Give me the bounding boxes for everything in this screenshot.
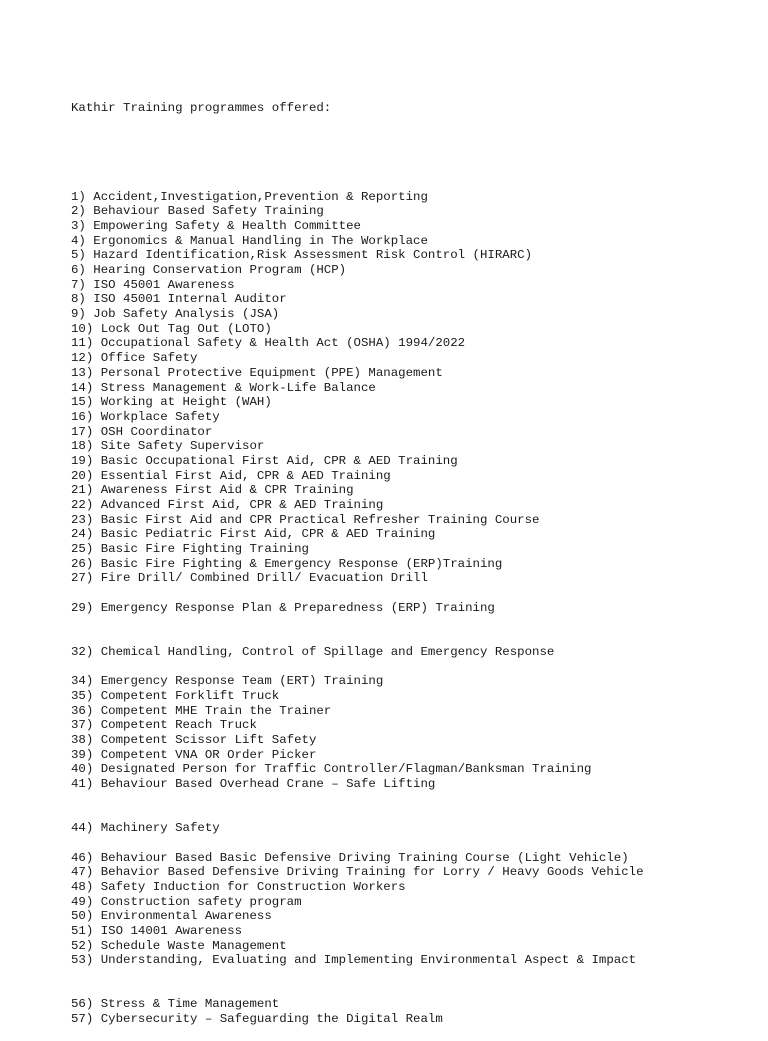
list-item: 18) Site Safety Supervisor bbox=[71, 439, 265, 454]
list-item: 35) Competent Forklift Truck bbox=[71, 688, 280, 703]
blank-line bbox=[71, 660, 761, 675]
list-item: 48) Safety Induction for Construction Workers bbox=[71, 879, 406, 894]
list-item: 25) Basic Fire Fighting Training bbox=[71, 542, 309, 557]
list-item: 26) Basic Fire Fighting & Emergency Response (ERP)Training bbox=[71, 556, 503, 571]
list-item: 57) Cybersecurity – Safeguarding the Digital Realm bbox=[71, 1012, 443, 1027]
list-item: 14) Stress Management & Work-Life Balance bbox=[71, 380, 376, 395]
list-item: 9) Job Safety Analysis (JSA) bbox=[71, 307, 280, 322]
blank-line bbox=[71, 616, 761, 631]
list-item: 34) Emergency Response Team (ERT) Training bbox=[71, 674, 384, 689]
blank-line bbox=[71, 792, 761, 807]
list-item: 15) Working at Height (WAH) bbox=[71, 395, 272, 410]
training-list bbox=[71, 190, 761, 1027]
list-item: 10) Lock Out Tag Out (LOTO) bbox=[71, 321, 272, 336]
list-item: 6) Hearing Conservation Program (HCP) bbox=[71, 263, 347, 278]
list-item: 22) Advanced First Aid, CPR & AED Training bbox=[71, 498, 384, 513]
list-item: 23) Basic First Aid and CPR Practical Refresher Training Course bbox=[71, 512, 540, 527]
list-item: 12) Office Safety bbox=[71, 351, 198, 366]
document-page bbox=[71, 72, 761, 1041]
list-item: 39) Competent VNA OR Order Picker bbox=[71, 747, 317, 762]
blank-line bbox=[71, 983, 761, 998]
list-item: 8) ISO 45001 Internal Auditor bbox=[71, 292, 287, 307]
list-item: 27) Fire Drill/ Combined Drill/ Evacuation Drill bbox=[71, 571, 428, 586]
blank-line bbox=[71, 586, 761, 601]
list-item: 46) Behaviour Based Basic Defensive Driving Training Course (Light Vehicle) bbox=[71, 850, 629, 865]
blank-line bbox=[71, 806, 761, 821]
list-item: 11) Occupational Safety & Health Act (OSHA) 1994/2022 bbox=[71, 336, 466, 351]
blank-line bbox=[71, 836, 761, 851]
list-item: 49) Construction safety program bbox=[71, 894, 302, 909]
blank-line bbox=[71, 630, 761, 645]
list-item: 20) Essential First Aid, CPR & AED Training bbox=[71, 468, 391, 483]
list-item: 17) OSH Coordinator bbox=[71, 424, 213, 439]
list-item: 38) Competent Scissor Lift Safety bbox=[71, 733, 317, 748]
list-item: 37) Competent Reach Truck bbox=[71, 718, 257, 733]
document-title: Kathir Training programmes offered: bbox=[71, 101, 332, 116]
blank-line bbox=[71, 968, 761, 983]
list-item: 16) Workplace Safety bbox=[71, 409, 220, 424]
list-item: 21) Awareness First Aid & CPR Training bbox=[71, 483, 354, 498]
list-item: 50) Environmental Awareness bbox=[71, 909, 272, 924]
list-item: 32) Chemical Handling, Control of Spillage and Emergency Response bbox=[71, 644, 555, 659]
spacer bbox=[71, 146, 761, 161]
list-item: 40) Designated Person for Traffic Controller/Flagman/Banksman Training bbox=[71, 762, 592, 777]
list-item: 24) Basic Pediatric First Aid, CPR & AED Training bbox=[71, 527, 436, 542]
list-item: 4) Ergonomics & Manual Handling in The Workplace bbox=[71, 233, 428, 248]
list-item: 41) Behaviour Based Overhead Crane – Safe Lifting bbox=[71, 777, 436, 792]
list-item: 3) Empowering Safety & Health Committee bbox=[71, 218, 361, 233]
list-item: 1) Accident,Investigation,Prevention & Reporting bbox=[71, 189, 428, 204]
list-item: 53) Understanding, Evaluating and Implementing Environmental Aspect & Impact bbox=[71, 953, 637, 968]
list-item: 7) ISO 45001 Awareness bbox=[71, 277, 235, 292]
list-item: 29) Emergency Response Plan & Preparedness (ERP) Training bbox=[71, 600, 495, 615]
list-item: 2) Behaviour Based Safety Training bbox=[71, 204, 324, 219]
list-item: 56) Stress & Time Management bbox=[71, 997, 280, 1012]
list-item: 47) Behavior Based Defensive Driving Training for Lorry / Heavy Goods Vehicle bbox=[71, 865, 644, 880]
list-item: 13) Personal Protective Equipment (PPE) Management bbox=[71, 365, 443, 380]
list-item: 52) Schedule Waste Management bbox=[71, 938, 287, 953]
list-item: 36) Competent MHE Train the Trainer bbox=[71, 703, 332, 718]
list-item: 44) Machinery Safety bbox=[71, 821, 220, 836]
list-item: 51) ISO 14001 Awareness bbox=[71, 923, 243, 938]
list-item: 19) Basic Occupational First Aid, CPR & AED Training bbox=[71, 453, 458, 468]
list-item: 5) Hazard Identification,Risk Assessment Risk Control (HIRARC) bbox=[71, 248, 533, 263]
